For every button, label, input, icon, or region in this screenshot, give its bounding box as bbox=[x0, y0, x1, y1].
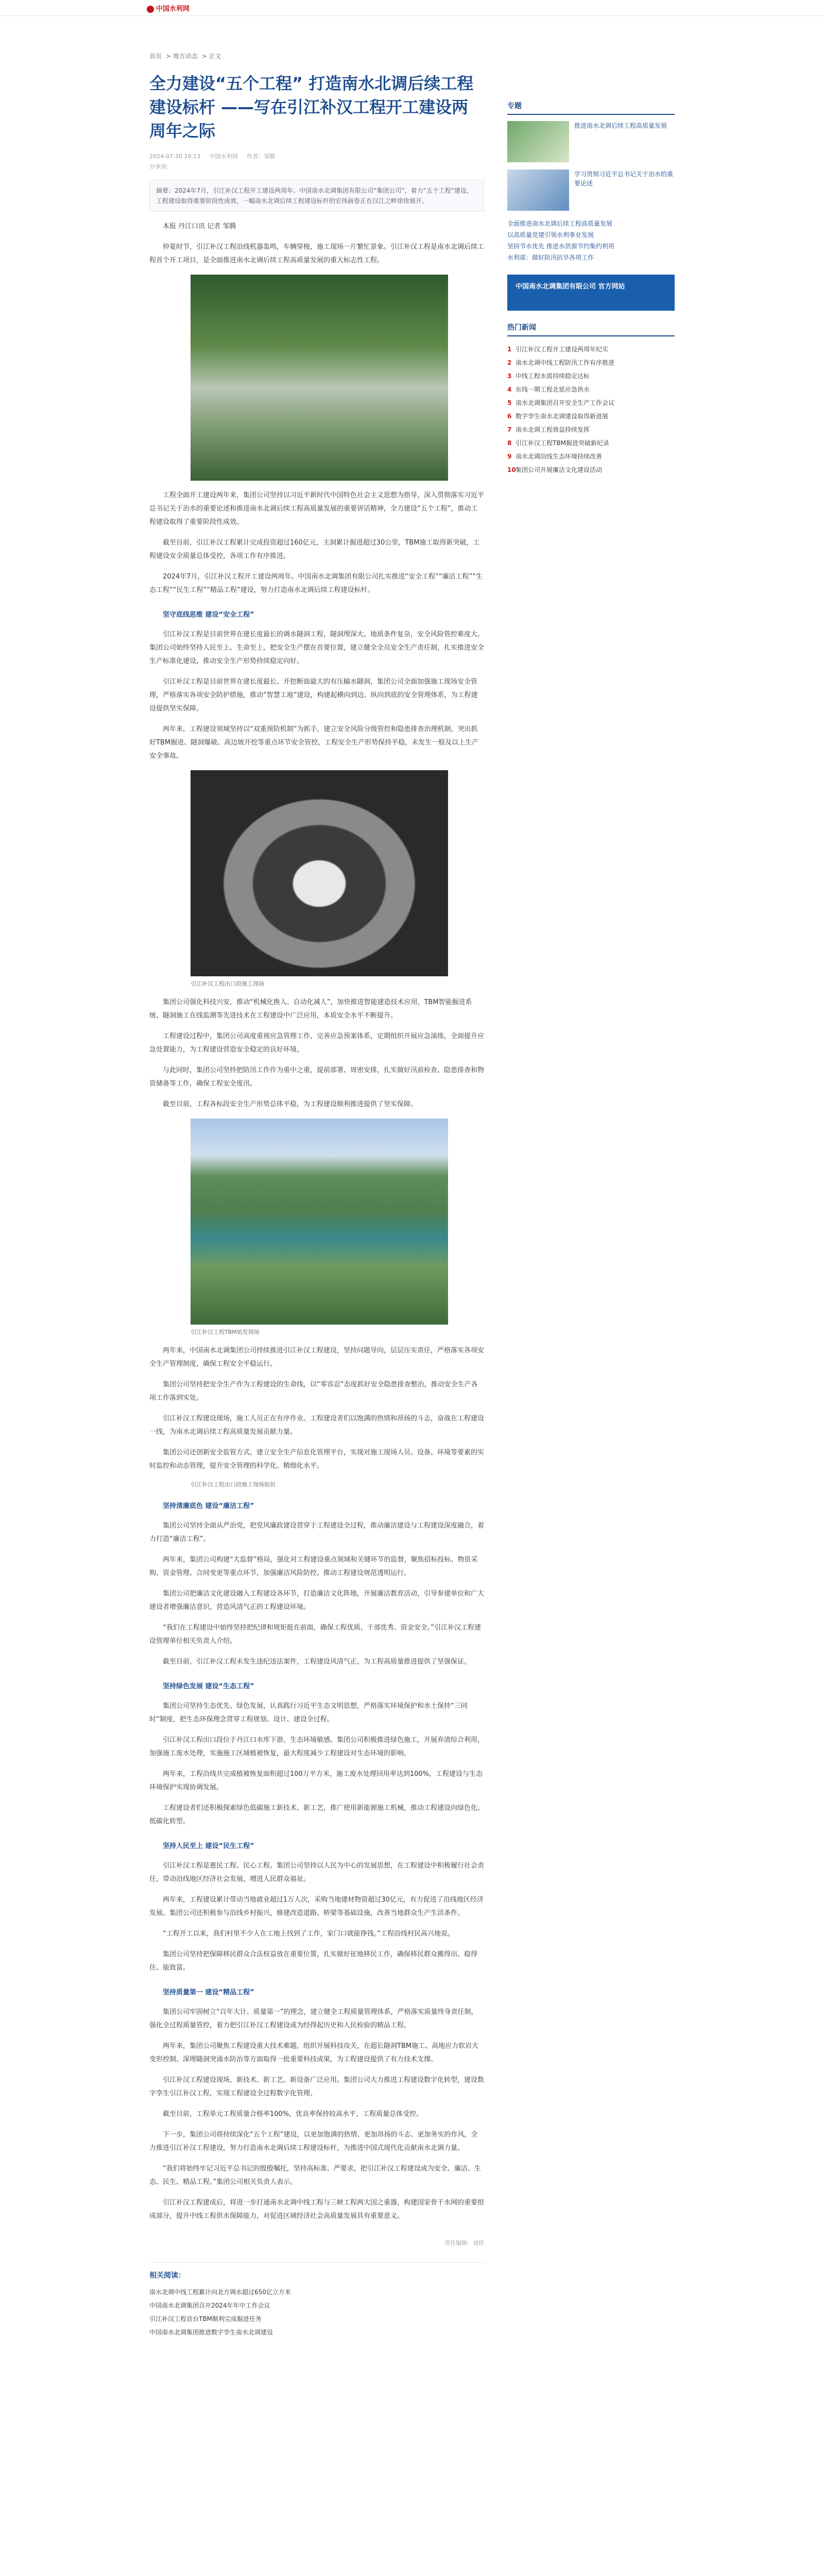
feature-title: 学习贯彻习近平总书记关于治水的重要论述 bbox=[574, 171, 674, 187]
paragraph: 两年来，中国南水北调集团公司持续推进引江补汉工程建设，坚持问题导向，层层压实责任，严格落实各项安全生产管理制度，确保工程安全平稳运行。 bbox=[149, 1347, 485, 1368]
paragraph: 集团公司坚持全面从严治党，把党风廉政建设贯穿于工程建设全过程，推动廉洁建设与工程建设深度融合，着力打造“廉洁工程”。 bbox=[149, 1522, 485, 1543]
paragraph: 两年来，集团公司聚焦工程建设重大技术难题，组织开展科技攻关，在超长隧洞TBM施工、高地应力软岩大变形控制、深埋隧洞突涌水防治等方面取得一批重要科技成果，为工程建设提供了有力技术支撑。 bbox=[149, 2042, 479, 2063]
paragraph: “我们将始终牢记习近平总书记的殷殷嘱托，坚持高标准、严要求，把引江补汉工程建设成为安全、廉洁、生态、民生、精品工程。”集团公司相关负责人表示。 bbox=[149, 2165, 481, 2186]
paragraph: 引江补汉工程是惠民工程、民心工程。集团公司坚持以人民为中心的发展思想，在工程建设中积极履行社会责任，带动沿线地区经济社会发展，增进人民群众福祉。 bbox=[149, 1862, 485, 1883]
paragraph: 引江补汉工程出口段位于丹江口水库下游，生态环境敏感。集团公司积极推进绿色施工，开展弃渣综合利用，加强施工废水处理，实施施工区域植被恢复，最大程度减少工程建设对生态环境的影响。 bbox=[149, 1736, 485, 1757]
paragraph: 2024年7月，引江补汉工程开工建设两周年。中国南水北调集团有限公司扎实推进“安全工程”“廉洁工程”“生态工程”“民生工程”“精品工程”建设，努力打造南水北调后续工程建设标杆。 bbox=[149, 573, 483, 594]
sidebar-banner[interactable]: 中国南水北调集团有限公司 官方网站 bbox=[507, 275, 675, 311]
rank-number: 3 bbox=[507, 372, 512, 380]
paragraph: 引江补汉工程建设现场，施工人员正在有序作业。工程建设者们以饱满的热情和昂扬的斗志，奋战在工程建设一线，为南水北调后续工程高质量发展贡献力量。 bbox=[149, 1415, 485, 1436]
share-bar[interactable] bbox=[149, 162, 484, 171]
related-link[interactable]: 中国南水北调集团召开2024年年中工作会议 bbox=[149, 2302, 270, 2309]
related-link[interactable]: 中国南水北调集团推进数字孪生南水北调建设 bbox=[149, 2329, 273, 2336]
feature-heading: 专题 bbox=[507, 100, 675, 115]
sidebar-link[interactable]: 以高质量党建引领水利事业发展 bbox=[507, 231, 594, 239]
feature-item[interactable] bbox=[507, 121, 675, 162]
feature-title: 推进南水北调后续工程高质量发展 bbox=[574, 122, 667, 129]
paragraph: 截至目前，引江补汉工程累计完成投资超过160亿元，主洞累计掘进超过30公里，TBM施工取得新突破，工程建设安全质量总体受控，各项工作有序推进。 bbox=[149, 539, 480, 560]
hot-news-item[interactable]: 8 引江补汉工程TBM掘进突破新纪录 bbox=[507, 436, 675, 450]
rank-number: 7 bbox=[507, 426, 512, 433]
share-label: 分享到： bbox=[149, 163, 172, 170]
feature-thumbnail bbox=[507, 170, 569, 211]
rank-number: 1 bbox=[507, 346, 512, 353]
paragraph: 两年来，工程建设累计带动当地就业超过1万人次，采购当地建材物资超过30亿元，有力促进了沿线地区经济发展。集团公司还积极参与沿线乡村振兴，修建改造道路、桥梁等基础设施，改善当地群众生产生活条件。 bbox=[149, 1896, 484, 1917]
article-summary: 摘要：2024年7月，引江补汉工程开工建设两周年。中国南水北调集团有限公司“集团公司”，着力“五个工程”建设，工程建设取得重要阶段性成效，一幅南水北调后续工程建设标杆的宏伟画卷正在汉江之畔徐徐展开。 bbox=[149, 180, 484, 212]
sidebar bbox=[507, 100, 675, 477]
paragraph: 工程建设者们还积极探索绿色低碳施工新技术、新工艺，推广使用新能源施工机械，推动工程建设向绿色化、低碳化转型。 bbox=[149, 1804, 485, 1825]
hot-news-item[interactable]: 5 南水北调集团召开安全生产工作会议 bbox=[507, 396, 675, 410]
hot-news-item[interactable]: 9 南水北调沿线生态环境持续改善 bbox=[507, 450, 675, 463]
section-heading: 坚持质量第一 建设“精品工程” bbox=[163, 1989, 254, 1996]
paragraph: 两年来，工程沿线共完成植被恢复面积超过100万平方米，施工废水处理回用率达到100%，工程建设与生态环境保护实现协调发展。 bbox=[149, 1770, 483, 1791]
section-heading: 坚持人民至上 建设“民生工程” bbox=[163, 1842, 254, 1850]
hot-news-item[interactable]: 7 南水北调工程效益持续发挥 bbox=[507, 423, 675, 436]
hot-news-item[interactable]: 6 数字孪生南水北调建设取得新进展 bbox=[507, 410, 675, 423]
paragraph: 引江补汉工程是目前世界在建长度最长的调水隧洞工程，隧洞埋深大、地质条件复杂，安全风险管控难度大。集团公司始终坚持人民至上、生命至上，把安全生产摆在首要位置，建立健全全员安全生产责任制，扎实推进安全生产标准化建设，推动安全生产形势持续稳定向好。 bbox=[149, 631, 485, 665]
paragraph: 引江补汉工程是目前世界在建长度最长、开挖断面最大的有压输水隧洞，集团公司全面加强施工现场安全管理，严格落实各项安全防护措施，推动“智慧工地”建设，构建起横向到边、纵向到底的安全管理体系，为工程建设提供坚实保障。 bbox=[149, 678, 478, 713]
sidebar-link[interactable]: 坚持节水优先 推进水资源节约集约利用 bbox=[507, 243, 614, 250]
feature-thumbnail bbox=[507, 121, 569, 162]
article-author: 作者：邹腾 bbox=[247, 153, 276, 160]
related-heading: 相关阅读： bbox=[149, 2272, 185, 2280]
paragraph: 集团公司把廉洁文化建设融入工程建设各环节，打造廉洁文化阵地，开展廉洁教育活动，引导参建单位和广大建设者增强廉洁意识，营造风清气正的工程建设环境。 bbox=[149, 1590, 485, 1611]
article-date: 2024-07-30 10:13 bbox=[149, 153, 201, 160]
breadcrumb-current: > 正文 bbox=[201, 53, 221, 60]
paragraph: 集团公司坚持把安全生产作为工程建设的生命线，以“零容忍”态度抓好安全隐患排查整治，推动安全生产各项工作落到实处。 bbox=[149, 1381, 478, 1402]
breadcrumb-home[interactable]: 首页 bbox=[149, 53, 162, 60]
editor-credit: 责任编辑：刘佳 bbox=[444, 2240, 484, 2246]
paragraph: 引江补汉工程建成后，将进一步打通南水北调中线工程与三峡工程两大国之重器，构建国家骨干水网的重要组成部分，提升中线工程供水保障能力，对促进区域经济社会高质量发展具有重要意义。 bbox=[149, 2199, 485, 2220]
hot-news-item[interactable]: 10集团公司开展廉洁文化建设活动 bbox=[507, 463, 675, 477]
paragraph: “工程开工以来，我们村里不少人在工地上找到了工作，家门口就能挣钱。”工程沿线村民高兴地说。 bbox=[163, 1930, 454, 1938]
paragraph: 集团公司坚持生态优先、绿色发展，认真践行习近平生态文明思想，严格落实环境保护和水土保持“三同时”制度，把生态环保理念贯穿工程规划、设计、建设全过程。 bbox=[149, 1702, 468, 1723]
breadcrumb-section[interactable]: > 地方动态 bbox=[165, 53, 198, 60]
hot-news-item[interactable]: 2 南水北调中线工程防汛工作有序推进 bbox=[507, 356, 675, 369]
sidebar-links bbox=[507, 218, 675, 263]
paragraph: 工程建设过程中，集团公司高度重视应急管理工作，完善应急预案体系，定期组织开展应急演练，全面提升应急处置能力，为工程建设营造安全稳定的良好环境。 bbox=[149, 1032, 485, 1054]
feature-item[interactable] bbox=[507, 170, 675, 211]
sidebar-link[interactable]: 水利部：做好防汛抗旱各项工作 bbox=[507, 254, 594, 261]
article-meta bbox=[149, 152, 484, 160]
article-title: 全力建设“五个工程” 打造南水北调后续工程建设标杆 ——写在引江补汉工程开工建设两周年之际 bbox=[149, 74, 474, 141]
paragraph: 工程全面开工建设两年来，集团公司坚持以习近平新时代中国特色社会主义思想为指导，深入贯彻落实习近平总书记关于治水的重要论述和推进南水北调后续工程高质量发展的重要讲话精神，全力建设“五个工程”，推动工程建设取得了重要阶段性成效。 bbox=[149, 492, 485, 526]
paragraph: 集团公司还创新安全监管方式，建立安全生产信息化管理平台，实现对施工现场人员、设备、环境等要素的实时监控和动态管理，提升安全管理的科学化、精细化水平。 bbox=[149, 1449, 485, 1470]
site-logo[interactable]: 中国水利网 bbox=[147, 3, 190, 13]
related-reading bbox=[149, 2262, 484, 2339]
hot-news-heading: 热门新闻 bbox=[507, 322, 675, 336]
rank-number: 2 bbox=[507, 359, 512, 366]
paragraph: 仲夏时节，引江补汉工程沿线机器轰鸣，车辆穿梭，施工现场一片繁忙景象。引江补汉工程是南水北调后续工程首个开工项目，是全面推进南水北调后续工程高质量发展的重大标志性工程。 bbox=[149, 243, 485, 264]
related-link[interactable]: 南水北调中线工程累计向北方调水超过650亿立方米 bbox=[149, 2289, 291, 2296]
paragraph: 集团公司坚持把保障移民群众合法权益放在重要位置，扎实做好征地移民工作，确保移民群众搬得出、稳得住、能致富。 bbox=[149, 1951, 478, 1972]
paragraph: 与此同时，集团公司坚持把防汛工作作为重中之重，提前部署、周密安排，扎实做好汛前检查、隐患排查和物资储备等工作，确保工程安全度汛。 bbox=[149, 1066, 485, 1088]
section-heading: 坚持清廉底色 建设“廉洁工程” bbox=[163, 1502, 254, 1510]
paragraph: 本报 丹江口讯 记者 邹腾 bbox=[163, 223, 236, 230]
article-main bbox=[149, 52, 484, 2339]
related-link[interactable]: 引江补汉工程首台TBM顺利完成掘进任务 bbox=[149, 2315, 262, 2323]
rank-number: 6 bbox=[507, 413, 512, 420]
rank-number: 5 bbox=[507, 399, 512, 406]
photo-caption: 引江补汉工程出口段施工现场 bbox=[191, 980, 264, 987]
rank-number: 10 bbox=[507, 466, 516, 473]
paragraph: 截至目前，工程各标段安全生产形势总体平稳，为工程建设顺利推进提供了坚实保障。 bbox=[163, 1100, 418, 1108]
hot-news-item[interactable]: 3 中线工程水质持续稳定达标 bbox=[507, 369, 675, 383]
paragraph: 集团公司强化科技兴安，推动“机械化换人、自动化减人”，加快推进智能建造技术应用，TBM智能掘进系统、隧洞施工在线监测等先进技术在工程建设中广泛应用，本质安全水平不断提升。 bbox=[149, 998, 472, 1020]
paragraph: 截至目前，工程单元工程质量合格率100%，优良率保持较高水平，工程质量总体受控。 bbox=[163, 2110, 423, 2118]
paragraph: 下一步，集团公司将持续深化“五个工程”建设，以更加饱满的热情、更加昂扬的斗志、更加务实的作风，全力推进引江补汉工程建设，努力打造南水北调后续工程建设标杆，为推进中国式现代化贡献南水北调力量。 bbox=[149, 2131, 478, 2152]
rank-number: 4 bbox=[507, 386, 512, 393]
article-source: 中国水利网 bbox=[209, 153, 238, 160]
rank-number: 8 bbox=[507, 439, 512, 447]
section-heading: 坚守底线思维 建设“安全工程” bbox=[163, 611, 254, 619]
photo-caption: 引江补汉工程TBM始发现场 bbox=[191, 1329, 260, 1335]
paragraph: 两年来，工程建设领域坚持以“双重预防机制”为抓手，建立安全风险分级管控和隐患排查治理机制，突出抓好TBM掘进、隧洞爆破、高边坡开挖等重点环节安全管控，工程安全生产形势保持平稳，未发生一般及以上生产安全事故。 bbox=[149, 725, 479, 760]
rank-number: 9 bbox=[507, 453, 512, 460]
breadcrumb bbox=[149, 52, 484, 60]
paragraph: 截至目前，引江补汉工程未发生违纪违法案件，工程建设风清气正，为工程高质量推进提供了坚强保证。 bbox=[163, 1658, 471, 1666]
paragraph: 两年来，集团公司构建“大监督”格局，强化对工程建设重点领域和关键环节的监督，聚焦招标投标、物资采购、资金管理、合同变更等重点环节，加强廉洁风险防控，推动工程建设规范透明运行。 bbox=[149, 1556, 478, 1577]
article-photo bbox=[191, 770, 448, 976]
top-bar bbox=[0, 0, 824, 16]
hot-news-item[interactable]: 1 引江补汉工程开工建设两周年纪实 bbox=[507, 343, 675, 356]
paragraph: 集团公司牢固树立“百年大计、质量第一”的理念，建立健全工程质量管理体系，严格落实质量终身责任制，强化全过程质量管控，着力把引江补汉工程建设成为经得起历史和人民检验的精品工程。 bbox=[149, 2008, 478, 2029]
photo-caption: 引江补汉工程出口段施工现场航拍 bbox=[191, 1481, 276, 1488]
section-heading: 坚持绿色发展 建设“生态工程” bbox=[163, 1683, 254, 1690]
sidebar-link[interactable]: 全面推进南水北调后续工程高质量发展 bbox=[507, 220, 613, 227]
article-photo bbox=[191, 275, 448, 481]
paragraph: “我们在工程建设中始终坚持把纪律和规矩挺在前面，确保工程优质、干部优秀、资金安全。”引江补汉工程建设管理单位相关负责人介绍。 bbox=[149, 1624, 481, 1645]
hot-news-list bbox=[507, 343, 675, 477]
logo-icon bbox=[147, 6, 154, 13]
hot-news-item[interactable]: 4 东线一期工程北延应急供水 bbox=[507, 383, 675, 396]
article-photo bbox=[191, 1118, 448, 1325]
paragraph: 引江补汉工程建设现场，新技术、新工艺、新设备广泛应用。集团公司大力推进工程建设数字化转型，建设数字孪生引江补汉工程，实现工程建设全过程数字化管理。 bbox=[149, 2076, 485, 2097]
